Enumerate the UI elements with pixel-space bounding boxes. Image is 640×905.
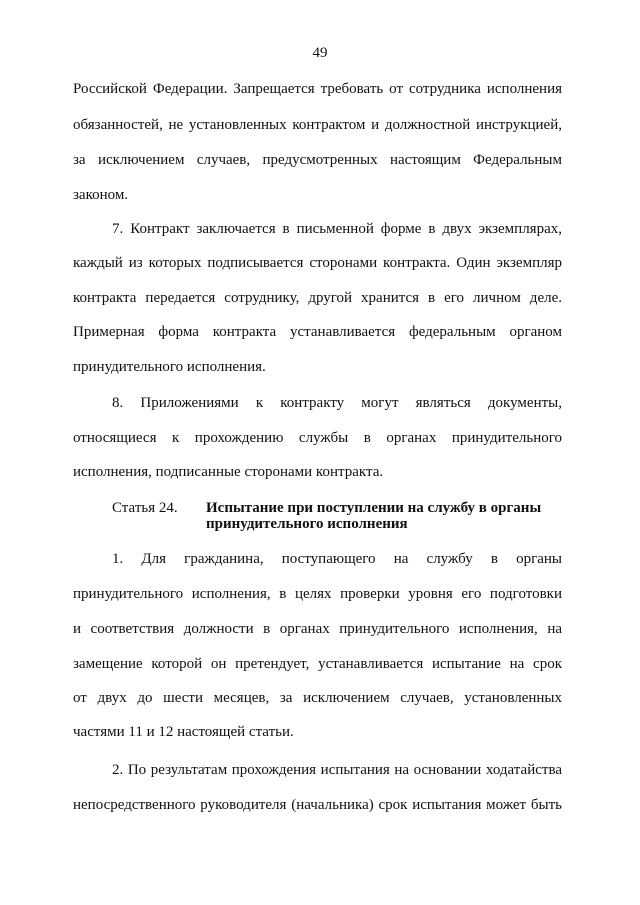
text-line: принудительного исполнения. bbox=[73, 359, 266, 375]
text-line: контракта передается сотруднику, другой хранится в его личном деле. bbox=[73, 290, 562, 306]
text-line: каждый из которых подписывается сторонами контракта. Один экземпляр bbox=[73, 255, 562, 271]
text-line: непосредственного руководителя (начальника) срок испытания может быть bbox=[73, 797, 562, 813]
article-title: принудительного исполнения bbox=[206, 516, 408, 532]
text-line: Российской Федерации. Запрещается требовать от сотрудника исполнения bbox=[73, 81, 562, 97]
text-line: замещение которой он претендует, устанавливается испытание на срок bbox=[73, 656, 562, 672]
text-line: исполнения, подписанные сторонами контракта. bbox=[73, 464, 384, 480]
text-line: принудительного исполнения, в целях проверки уровня его подготовки bbox=[73, 586, 562, 602]
text-line: и соответствия должности в органах принудительного исполнения, на bbox=[73, 621, 562, 637]
text-line: за исключением случаев, предусмотренных настоящим Федеральным bbox=[73, 152, 562, 168]
text-line: относящиеся к прохождению службы в органах принудительного bbox=[73, 430, 562, 446]
text-line: законом. bbox=[73, 187, 129, 203]
article-label: Статья 24. bbox=[112, 500, 178, 516]
text-line: 8. Приложениями к контракту могут являться документы, bbox=[112, 395, 562, 411]
article-title: Испытание при поступлении на службу в органы bbox=[206, 500, 542, 516]
text-line: 1. Для гражданина, поступающего на службу в органы bbox=[112, 551, 562, 567]
text-line: частями 11 и 12 настоящей статьи. bbox=[73, 724, 294, 740]
text-line: обязанностей, не установленных контрактом и должностной инструкцией, bbox=[73, 117, 562, 133]
page-number: 49 bbox=[312, 45, 328, 61]
text-line: 7. Контракт заключается в письменной форме в двух экземплярах, bbox=[112, 221, 562, 237]
text-line: Примерная форма контракта устанавливается федеральным органом bbox=[73, 324, 562, 340]
text-line: 2. По результатам прохождения испытания на основании ходатайства bbox=[112, 762, 562, 778]
text-line: от двух до шести месяцев, за исключением случаев, установленных bbox=[73, 690, 562, 706]
